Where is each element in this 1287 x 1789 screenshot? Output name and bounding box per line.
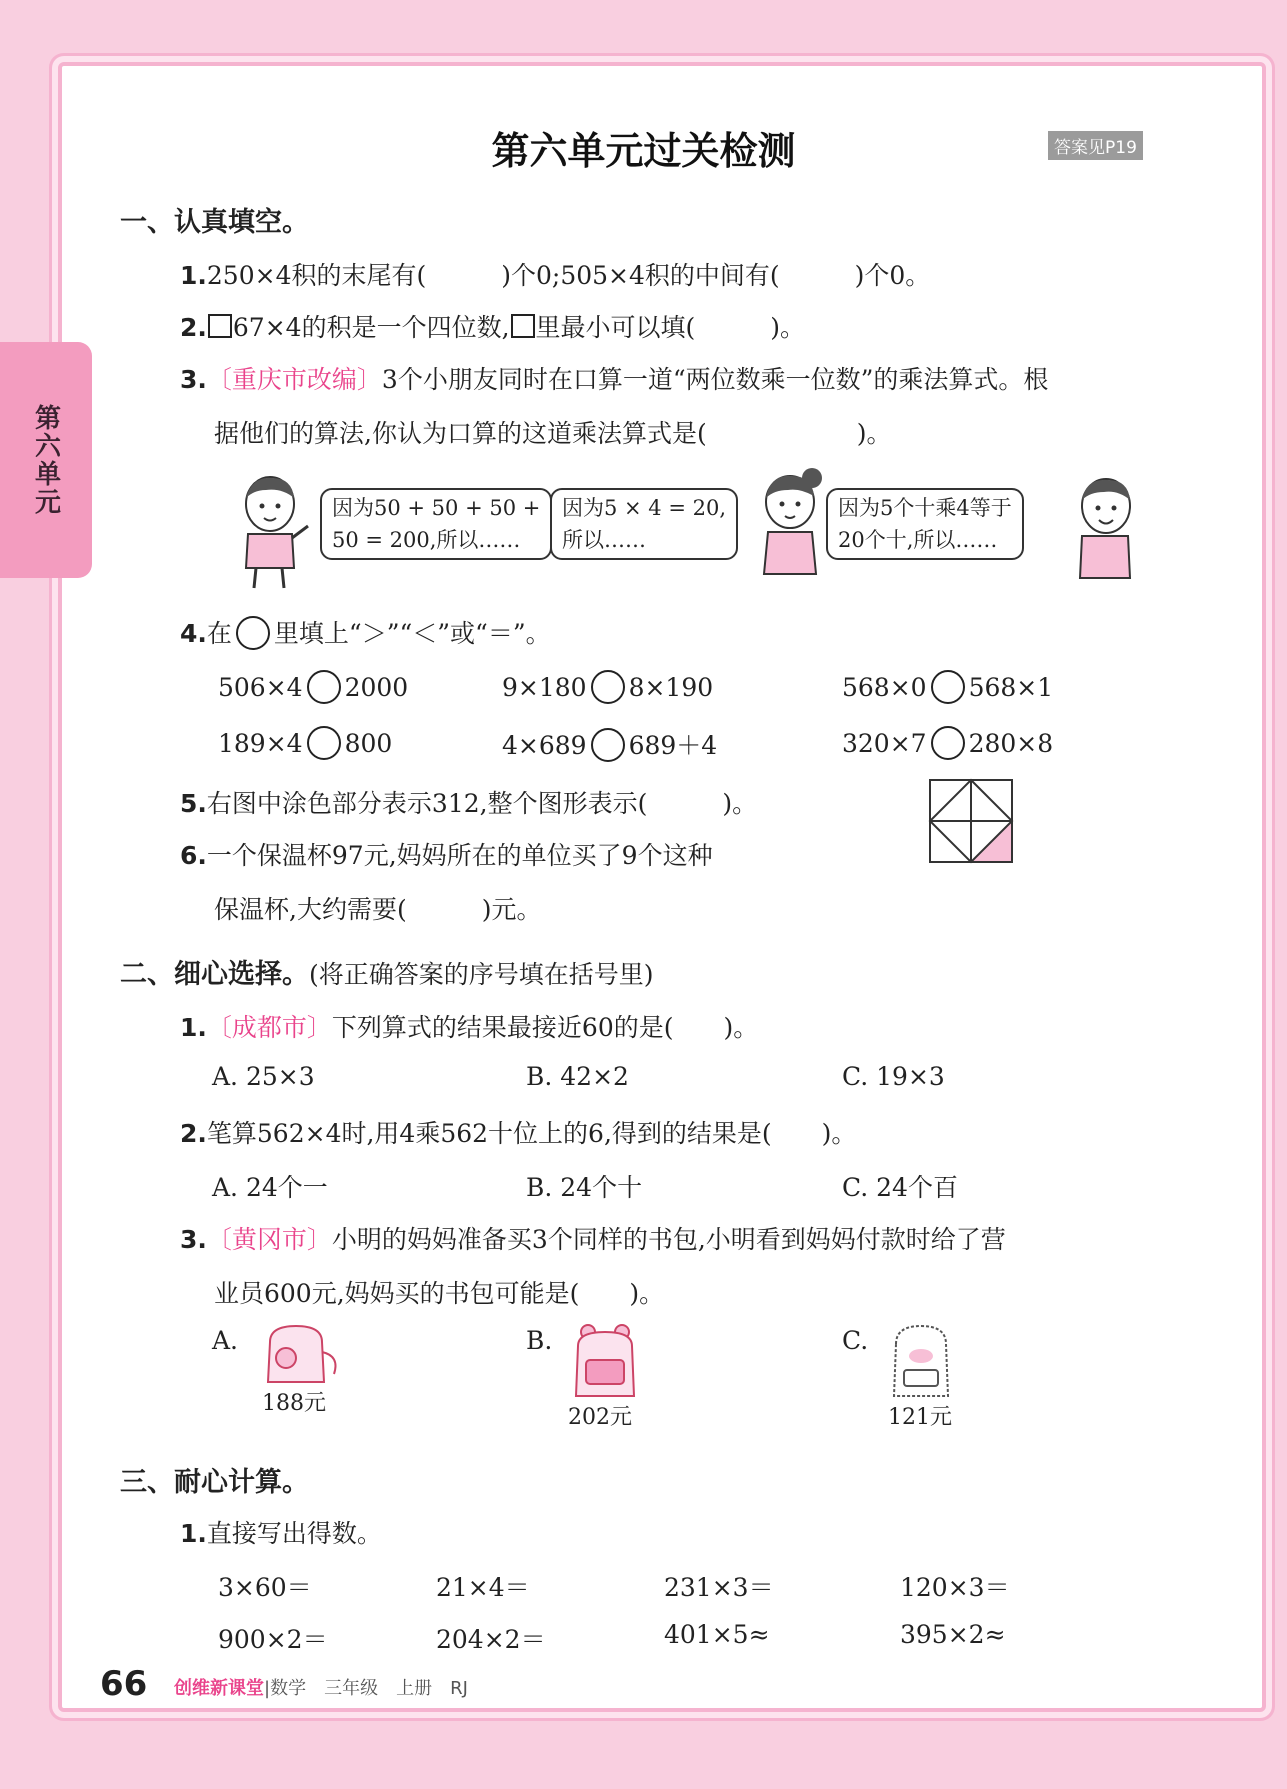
compare-circle[interactable] (931, 726, 965, 760)
calc-item: 120×3＝ (900, 1573, 1010, 1602)
bubble-3-line1: 因为5个十乘4等于 (838, 496, 1012, 520)
q2-3-option-c-price: 121元 (888, 1405, 952, 1430)
q1-3-text-line1: 3个小朋友同时在口算一道“两位数乘一位数”的乘法算式。根 (381, 365, 1049, 394)
q2-2 (180, 1114, 856, 1150)
compare-item-2 (502, 670, 713, 704)
compare-left: 568×0 (842, 673, 927, 702)
section1-heading: 一、认真填空。 (120, 207, 309, 238)
square-fraction-figure (928, 778, 1014, 864)
compare-circle[interactable] (591, 728, 625, 762)
q2-3-text-line1: 小明的妈妈准备买3个同样的书包,小明看到妈妈付款时给了营 (331, 1225, 1006, 1254)
girl-illustration (752, 466, 832, 578)
compare-left: 9×180 (502, 673, 587, 702)
calc-item: 21×4＝ (436, 1573, 530, 1602)
q1-4-number: 4. (180, 619, 207, 648)
answer-reference: 答案见P19 (1048, 131, 1143, 160)
q2-2-option-a[interactable]: A. 24个一 (212, 1173, 328, 1202)
q1-6-text-line2: 保温杯,大约需要( )元。 (214, 895, 542, 924)
compare-right: 8×190 (628, 673, 714, 702)
page-number: 66 (100, 1664, 148, 1704)
q1-4-text-b: 里填上“＞”“＜”或“＝”。 (273, 619, 551, 648)
compare-item-5 (502, 726, 717, 762)
q2-2-text: 笔算562×4时,用4乘562十位上的6,得到的结果是( )。 (206, 1119, 857, 1148)
unit-side-tab-label: 第六单元 (30, 404, 61, 516)
compare-item-3 (842, 670, 1053, 704)
q2-3-option-b-price: 202元 (568, 1405, 632, 1430)
footer-info (174, 1674, 468, 1700)
q1-5-text: 右图中涂色部分表示312,整个图形表示( )。 (206, 789, 758, 818)
q1-3-number: 3. (180, 365, 207, 394)
speech-bubble-2 (550, 488, 738, 560)
q3-1-text: 直接写出得数。 (206, 1519, 382, 1548)
q2-2-option-c[interactable]: C. 24个百 (842, 1173, 958, 1202)
compare-left: 320×7 (842, 729, 927, 758)
q1-5-number: 5. (180, 789, 207, 818)
q1-4 (180, 614, 551, 650)
q1-6-text-line1: 一个保温杯97元,妈妈所在的单位买了9个这种 (206, 841, 713, 870)
compare-left: 4×689 (502, 731, 587, 760)
q1-3-line1 (180, 360, 1048, 396)
backpack-a-icon (256, 1322, 342, 1388)
q2-1-number: 1. (180, 1013, 207, 1042)
q1-2 (180, 308, 805, 344)
q2-1-option-a[interactable]: A. 25×3 (212, 1062, 315, 1091)
calc-item: 900×2＝ (218, 1625, 328, 1654)
q1-5 (180, 784, 757, 820)
compare-right: 689＋4 (628, 731, 718, 760)
compare-item-1 (218, 670, 408, 704)
q1-2-number: 2. (180, 313, 207, 342)
q1-2-text-a: 67×4的积是一个四位数, (232, 313, 510, 342)
q1-1 (180, 256, 930, 292)
calc-item: 204×2＝ (436, 1625, 546, 1654)
speech-bubble-1 (320, 488, 552, 560)
q2-3-text-line2: 业员600元,妈妈买的书包可能是( )。 (214, 1279, 665, 1308)
compare-right: 800 (344, 729, 393, 758)
footer-book-info: 数学 三年级 上册 RJ (270, 1678, 468, 1699)
q2-3-option-c-label[interactable]: C. (842, 1326, 869, 1355)
page-title: 第六单元过关检测 (491, 129, 796, 173)
q1-6-number: 6. (180, 841, 207, 870)
q1-6-line1 (180, 836, 713, 872)
compare-left: 189×4 (218, 729, 303, 758)
speech-bubble-3 (826, 488, 1024, 560)
footer-separator: | (264, 1678, 271, 1699)
compare-circle[interactable] (591, 670, 625, 704)
q1-3-source-tag: 〔重庆市改编〕 (206, 365, 382, 394)
q1-1-text: 250×4积的末尾有( )个0;505×4积的中间有( )个0。 (206, 261, 931, 290)
q1-2-text-b: 里最小可以填( )。 (535, 313, 806, 342)
compare-right: 568×1 (968, 673, 1054, 702)
compare-item-4 (218, 726, 392, 760)
compare-circle[interactable] (931, 670, 965, 704)
q2-1 (180, 1008, 758, 1044)
compare-circle[interactable] (307, 670, 341, 704)
bubble-2-line2: 所以…… (562, 528, 646, 552)
section3-heading: 三、耐心计算。 (120, 1467, 309, 1498)
q3-1-number: 1. (180, 1519, 207, 1548)
q2-1-source-tag: 〔成都市〕 (206, 1013, 332, 1042)
bubble-1-line2: 50 = 200,所以…… (332, 528, 521, 552)
bubble-3-line2: 20个十,所以…… (838, 528, 998, 552)
blank-circle-icon (236, 616, 270, 650)
bubble-2-line1: 因为5 × 4 = 20, (562, 496, 727, 520)
q2-1-text: 下列算式的结果最接近60的是( )。 (331, 1013, 759, 1042)
section2-heading: 二、细心选择。 (120, 959, 309, 990)
q3-1 (180, 1514, 382, 1550)
compare-circle[interactable] (307, 726, 341, 760)
compare-left: 506×4 (218, 673, 303, 702)
compare-right: 2000 (344, 673, 409, 702)
q2-3-option-a-price: 188元 (262, 1391, 326, 1416)
calc-item: 401×5≈ (664, 1620, 770, 1649)
q2-1-option-c[interactable]: C. 19×3 (842, 1062, 945, 1091)
q2-2-option-b[interactable]: B. 24个十 (526, 1173, 643, 1202)
bubble-1-line1: 因为50 + 50 + 50 + (332, 496, 541, 520)
q1-4-text-a: 在 (206, 619, 232, 648)
blank-square-icon (208, 314, 232, 338)
q2-3-option-a-label[interactable]: A. (212, 1326, 239, 1355)
q2-3-option-b-label[interactable]: B. (526, 1326, 553, 1355)
backpack-b-icon (568, 1322, 642, 1400)
boy-1-illustration (232, 472, 312, 590)
backpack-c-icon (884, 1322, 958, 1400)
calc-item: 395×2≈ (900, 1620, 1006, 1649)
q2-2-number: 2. (180, 1119, 207, 1148)
section2-heading-row (120, 952, 654, 991)
q2-1-option-b[interactable]: B. 42×2 (526, 1062, 629, 1091)
footer-brand: 创维新课堂 (174, 1678, 264, 1699)
calc-item: 231×3＝ (664, 1573, 774, 1602)
q2-3-number: 3. (180, 1225, 207, 1254)
q1-3-text-line2: 据他们的算法,你认为口算的这道乘法算式是( )。 (214, 419, 892, 448)
q1-1-number: 1. (180, 261, 207, 290)
boy-2-illustration (1066, 472, 1144, 584)
unit-side-tab (0, 342, 92, 578)
q2-3-line1 (180, 1220, 1006, 1256)
section2-note: (将正确答案的序号填在括号里) (309, 960, 654, 989)
compare-item-6 (842, 726, 1053, 760)
calc-item: 3×60＝ (218, 1573, 312, 1602)
compare-right: 280×8 (968, 729, 1054, 758)
blank-square-icon (511, 314, 535, 338)
q2-3-source-tag: 〔黄冈市〕 (206, 1225, 332, 1254)
